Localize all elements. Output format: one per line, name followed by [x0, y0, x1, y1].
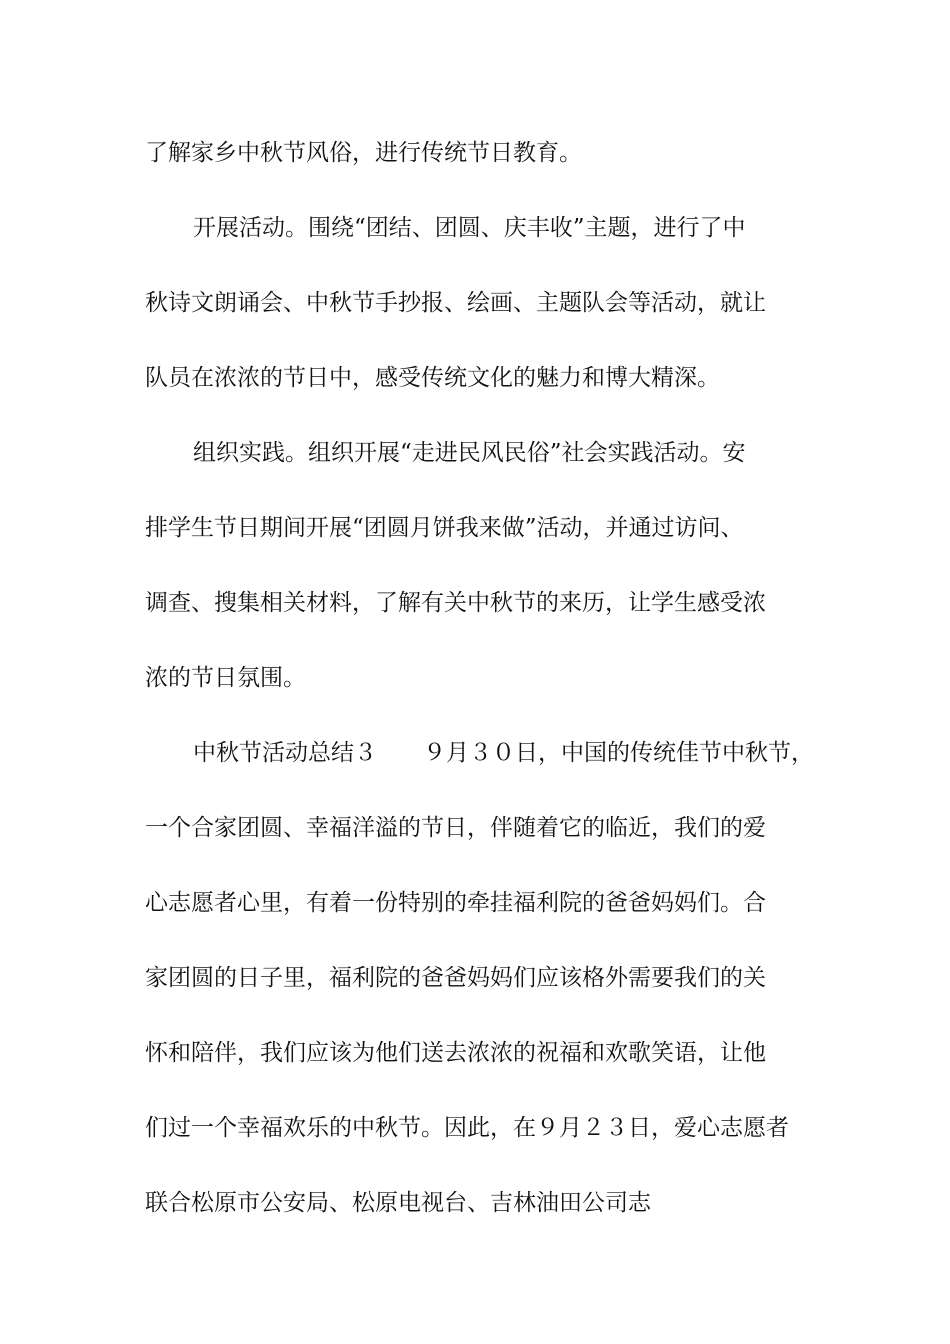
text-line: 家团圆的日子里，福利院的爸爸妈妈们应该格外需要我们的关	[145, 965, 766, 991]
text-line: 队员在浓浓的节日中，感受传统文化的魅力和博大精深。	[145, 365, 720, 391]
text-line: 调查、搜集相关材料，了解有关中秋节的来历，让学生感受浓	[145, 590, 766, 616]
text-line: 一个合家团圆、幸福洋溢的节日，伴随着它的临近，我们的爱	[145, 815, 766, 841]
text-line: 怀和陪伴，我们应该为他们送去浓浓的祝福和欢歌笑语，让他	[145, 1040, 766, 1066]
paragraph-start-line: 开展活动。围绕“团结、团圆、庆丰收”主题，进行了中	[193, 215, 746, 241]
text-line: 了解家乡中秋节风俗，进行传统节日教育。	[145, 140, 582, 166]
paragraph-start-line: 组织实践。组织开展“走进民风民俗”社会实践活动。安	[193, 440, 746, 466]
text-line: 们过一个幸福欢乐的中秋节。因此，在９月２３日，爱心志愿者	[145, 1115, 789, 1141]
paragraph-start-line: 中秋节活动总结３ ９月３０日，中国的传统佳节中秋节，	[193, 740, 814, 766]
text-line: 秋诗文朗诵会、中秋节手抄报、绘画、主题队会等活动，就让	[145, 290, 766, 316]
text-line: 联合松原市公安局、松原电视台、吉林油田公司志	[145, 1190, 651, 1216]
text-line: 排学生节日期间开展“团圆月饼我来做”活动，并通过访问、	[145, 515, 744, 541]
text-line: 心志愿者心里，有着一份特别的牵挂福利院的爸爸妈妈们。合	[145, 890, 766, 916]
text-line: 浓的节日氛围。	[145, 665, 306, 691]
